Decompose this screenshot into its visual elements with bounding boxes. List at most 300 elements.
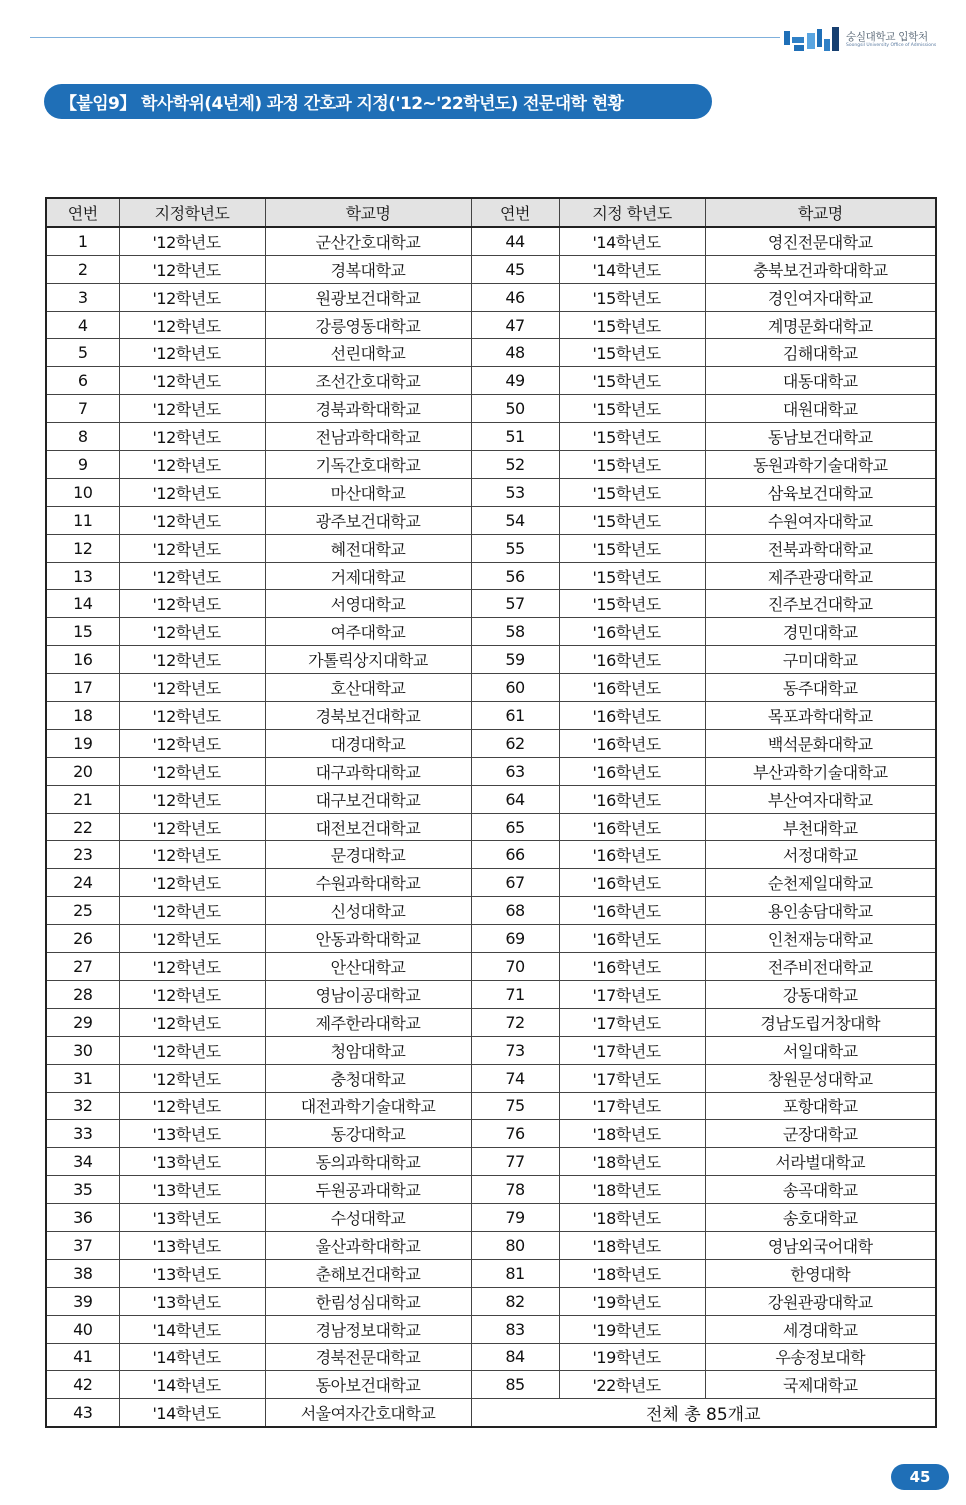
table-cell: 수원여자대학교: [705, 506, 936, 534]
table-cell: '16학년도: [559, 646, 705, 674]
table-cell: '18학년도: [559, 1204, 705, 1232]
table-cell: '16학년도: [559, 674, 705, 702]
table-row: [46, 1008, 936, 1036]
table-cell: 34: [46, 1148, 119, 1176]
table-cell: '16학년도: [559, 785, 705, 813]
table-cell: '22학년도: [559, 1371, 705, 1399]
table-cell: 4: [46, 311, 119, 339]
table-cell: 18: [46, 702, 119, 730]
table-cell: '15학년도: [559, 339, 705, 367]
table-cell: 64: [471, 785, 559, 813]
table-cell: 29: [46, 1008, 119, 1036]
table-cell: 23: [46, 841, 119, 869]
table-cell: 8: [46, 423, 119, 451]
table-cell: 춘해보건대학교: [265, 1259, 471, 1287]
table-row: [46, 534, 936, 562]
table-cell: '12학년도: [119, 255, 265, 283]
table-cell: 62: [471, 729, 559, 757]
table-cell: '13학년도: [119, 1204, 265, 1232]
table-cell: 22: [46, 813, 119, 841]
table-cell: 6: [46, 367, 119, 395]
column-header: 연번: [46, 198, 119, 227]
table-cell: '15학년도: [559, 311, 705, 339]
table-cell: 경인여자대학교: [705, 283, 936, 311]
table-cell: '18학년도: [559, 1120, 705, 1148]
table-row: [46, 785, 936, 813]
table-cell: '16학년도: [559, 757, 705, 785]
table-row: [46, 646, 936, 674]
table-cell: 83: [471, 1315, 559, 1343]
table-cell: '12학년도: [119, 1036, 265, 1064]
table-cell: 거제대학교: [265, 562, 471, 590]
table-cell: '18학년도: [559, 1259, 705, 1287]
table-cell: '13학년도: [119, 1287, 265, 1315]
table-cell: '18학년도: [559, 1148, 705, 1176]
table-cell: '13학년도: [119, 1259, 265, 1287]
table-cell: '12학년도: [119, 339, 265, 367]
table-row: [46, 1343, 936, 1371]
table-cell: 10: [46, 478, 119, 506]
table-cell: 순천제일대학교: [705, 869, 936, 897]
table-cell: 우송정보대학: [705, 1343, 936, 1371]
column-header: 연번: [471, 198, 559, 227]
table-cell: 세경대학교: [705, 1315, 936, 1343]
table-cell: 목포과학대학교: [705, 702, 936, 730]
table-row: [46, 590, 936, 618]
table-cell: 강릉영동대학교: [265, 311, 471, 339]
table-cell: 81: [471, 1259, 559, 1287]
table-cell: '14학년도: [559, 255, 705, 283]
table-cell: 5: [46, 339, 119, 367]
table-cell: '12학년도: [119, 953, 265, 981]
table-cell: 충북보건과학대학교: [705, 255, 936, 283]
table-cell: 35: [46, 1176, 119, 1204]
table-cell: '12학년도: [119, 980, 265, 1008]
table-cell: '14학년도: [119, 1399, 265, 1427]
table-cell: 82: [471, 1287, 559, 1315]
table-row: [46, 423, 936, 451]
table-row: [46, 1371, 936, 1399]
table-cell: 제주한라대학교: [265, 1008, 471, 1036]
table-row: [46, 478, 936, 506]
table-cell: '12학년도: [119, 785, 265, 813]
table-cell: '17학년도: [559, 1092, 705, 1120]
table-cell: '12학년도: [119, 478, 265, 506]
table-cell: '12학년도: [119, 1064, 265, 1092]
table-cell: 두원공과대학교: [265, 1176, 471, 1204]
table-cell: 호산대학교: [265, 674, 471, 702]
table-row: [46, 1148, 936, 1176]
table-cell: '16학년도: [559, 869, 705, 897]
table-cell: 서울여자간호대학교: [265, 1399, 471, 1427]
table-row: [46, 562, 936, 590]
table-cell: 69: [471, 925, 559, 953]
table-cell: 32: [46, 1092, 119, 1120]
table-cell: '12학년도: [119, 534, 265, 562]
table-row: [46, 367, 936, 395]
table-cell: 국제대학교: [705, 1371, 936, 1399]
table-cell: 부산과학기술대학교: [705, 757, 936, 785]
table-cell: 68: [471, 897, 559, 925]
table-cell: 경복대학교: [265, 255, 471, 283]
table-row: [46, 869, 936, 897]
table-cell: 45: [471, 255, 559, 283]
table-cell: '12학년도: [119, 925, 265, 953]
table-cell: 70: [471, 953, 559, 981]
table-cell: 송곡대학교: [705, 1176, 936, 1204]
table-cell: 61: [471, 702, 559, 730]
table-row: [46, 1287, 936, 1315]
table-cell: 65: [471, 813, 559, 841]
table-cell: '12학년도: [119, 841, 265, 869]
table-cell: '12학년도: [119, 1008, 265, 1036]
table-cell: 59: [471, 646, 559, 674]
table-cell: 대구과학대학교: [265, 757, 471, 785]
table-cell: 55: [471, 534, 559, 562]
table-cell: '16학년도: [559, 897, 705, 925]
column-header: 지정 학년도: [559, 198, 705, 227]
table-cell: '12학년도: [119, 869, 265, 897]
table-cell: 대동대학교: [705, 367, 936, 395]
table-cell: 9: [46, 451, 119, 479]
table-cell: 75: [471, 1092, 559, 1120]
table-cell: '16학년도: [559, 618, 705, 646]
university-logo: [784, 26, 954, 54]
table-cell: 26: [46, 925, 119, 953]
table-cell: 혜전대학교: [265, 534, 471, 562]
table-cell: 경남정보대학교: [265, 1315, 471, 1343]
table-cell: '14학년도: [559, 227, 705, 255]
table-cell: 선린대학교: [265, 339, 471, 367]
table-row: [46, 813, 936, 841]
table-cell: 49: [471, 367, 559, 395]
table-cell: 동원과학기술대학교: [705, 451, 936, 479]
table-cell: 경북과학대학교: [265, 395, 471, 423]
table-cell: 영남이공대학교: [265, 980, 471, 1008]
table-cell: '12학년도: [119, 757, 265, 785]
org-name-en: Soongsil University Office of Admissions: [846, 43, 937, 48]
table-row: [46, 1176, 936, 1204]
table-cell: 진주보건대학교: [705, 590, 936, 618]
table-cell: '14학년도: [119, 1315, 265, 1343]
table-cell: '15학년도: [559, 506, 705, 534]
table-cell: '12학년도: [119, 702, 265, 730]
table-cell: '12학년도: [119, 813, 265, 841]
table-cell: 경북전문대학교: [265, 1343, 471, 1371]
table-cell: 제주관광대학교: [705, 562, 936, 590]
table-cell: 27: [46, 953, 119, 981]
table-cell: 21: [46, 785, 119, 813]
table-cell: '19학년도: [559, 1287, 705, 1315]
table-cell: '12학년도: [119, 674, 265, 702]
table-cell: 11: [46, 506, 119, 534]
table-cell: 43: [46, 1399, 119, 1427]
table-cell: 부천대학교: [705, 813, 936, 841]
table-cell: '12학년도: [119, 618, 265, 646]
table-row: [46, 255, 936, 283]
table-cell: 삼육보건대학교: [705, 478, 936, 506]
table-cell: 한림성심대학교: [265, 1287, 471, 1315]
column-header: 학교명: [705, 198, 936, 227]
table-row: [46, 953, 936, 981]
table-cell: 여주대학교: [265, 618, 471, 646]
table-row: [46, 729, 936, 757]
table-cell: 안산대학교: [265, 953, 471, 981]
table-cell: 부산여자대학교: [705, 785, 936, 813]
table-cell: 7: [46, 395, 119, 423]
table-cell: 46: [471, 283, 559, 311]
table-cell: 39: [46, 1287, 119, 1315]
table-row: [46, 506, 936, 534]
table-cell: 53: [471, 478, 559, 506]
table-cell: '17학년도: [559, 1064, 705, 1092]
total-count: 전체 총 85개교: [471, 1399, 936, 1427]
table-cell: 47: [471, 311, 559, 339]
table-cell: 1: [46, 227, 119, 255]
table-cell: 56: [471, 562, 559, 590]
table-cell: 청암대학교: [265, 1036, 471, 1064]
table-cell: '12학년도: [119, 506, 265, 534]
table-cell: 13: [46, 562, 119, 590]
table-row: [46, 451, 936, 479]
table-cell: 76: [471, 1120, 559, 1148]
table-cell: '16학년도: [559, 841, 705, 869]
table-row: [46, 674, 936, 702]
table-row: [46, 1120, 936, 1148]
table-header-row: [46, 198, 936, 227]
table-row: [46, 897, 936, 925]
table-row: [46, 311, 936, 339]
table-cell: '13학년도: [119, 1148, 265, 1176]
table-cell: 조선간호대학교: [265, 367, 471, 395]
table-cell: 전남과학대학교: [265, 423, 471, 451]
table-cell: 경민대학교: [705, 618, 936, 646]
table-cell: '15학년도: [559, 395, 705, 423]
table-cell: 40: [46, 1315, 119, 1343]
table-row: [46, 618, 936, 646]
table-cell: 인천재능대학교: [705, 925, 936, 953]
table-cell: 31: [46, 1064, 119, 1092]
table-row: [46, 925, 936, 953]
table-cell: 서일대학교: [705, 1036, 936, 1064]
soongsil-logo-icon: [784, 27, 842, 53]
table-cell: 30: [46, 1036, 119, 1064]
table-cell: 54: [471, 506, 559, 534]
table-cell: 기독간호대학교: [265, 451, 471, 479]
table-cell: '12학년도: [119, 646, 265, 674]
page-number: 45: [891, 1464, 949, 1490]
table-row: [46, 1064, 936, 1092]
table-cell: 대경대학교: [265, 729, 471, 757]
table-cell: 71: [471, 980, 559, 1008]
table-cell: 신성대학교: [265, 897, 471, 925]
table-cell: 경남도립거창대학: [705, 1008, 936, 1036]
table-row: [46, 1204, 936, 1232]
table-cell: 서영대학교: [265, 590, 471, 618]
table-cell: 한영대학: [705, 1259, 936, 1287]
table-cell: 울산과학대학교: [265, 1231, 471, 1259]
table-cell: 63: [471, 757, 559, 785]
table-cell: 58: [471, 618, 559, 646]
table-cell: '18학년도: [559, 1231, 705, 1259]
table-cell: '15학년도: [559, 367, 705, 395]
table-cell: 동아보건대학교: [265, 1371, 471, 1399]
table-cell: 동강대학교: [265, 1120, 471, 1148]
table-cell: '15학년도: [559, 590, 705, 618]
table-cell: '12학년도: [119, 590, 265, 618]
table-cell: 포항대학교: [705, 1092, 936, 1120]
table-cell: 동남보건대학교: [705, 423, 936, 451]
table-cell: 84: [471, 1343, 559, 1371]
table-row: [46, 339, 936, 367]
table-cell: 37: [46, 1231, 119, 1259]
table-cell: 김해대학교: [705, 339, 936, 367]
table-cell: '12학년도: [119, 451, 265, 479]
table-row: [46, 757, 936, 785]
column-header: 지정학년도: [119, 198, 265, 227]
table-cell: '12학년도: [119, 227, 265, 255]
table-cell: 마산대학교: [265, 478, 471, 506]
table-cell: 38: [46, 1259, 119, 1287]
table-cell: 3: [46, 283, 119, 311]
table-cell: '12학년도: [119, 562, 265, 590]
table-cell: 52: [471, 451, 559, 479]
table-cell: 77: [471, 1148, 559, 1176]
table-cell: 79: [471, 1204, 559, 1232]
table-cell: 안동과학대학교: [265, 925, 471, 953]
table-cell: '12학년도: [119, 1092, 265, 1120]
table-row: [46, 227, 936, 255]
table-cell: 광주보건대학교: [265, 506, 471, 534]
table-cell: 용인송담대학교: [705, 897, 936, 925]
table-cell: 73: [471, 1036, 559, 1064]
table-cell: '16학년도: [559, 925, 705, 953]
table-cell: 44: [471, 227, 559, 255]
column-header: 학교명: [265, 198, 471, 227]
table-cell: 74: [471, 1064, 559, 1092]
table-cell: 15: [46, 618, 119, 646]
page-title: 【붙임9】 학사학위(4년제) 과정 간호과 지정('12~'22학년도) 전문대학 현황: [60, 94, 624, 114]
table-cell: 2: [46, 255, 119, 283]
table-cell: '12학년도: [119, 283, 265, 311]
table-cell: 42: [46, 1371, 119, 1399]
table-cell: 창원문성대학교: [705, 1064, 936, 1092]
table-cell: 78: [471, 1176, 559, 1204]
table-cell: 충청대학교: [265, 1064, 471, 1092]
table-cell: '19학년도: [559, 1315, 705, 1343]
table-cell: 서라벌대학교: [705, 1148, 936, 1176]
table-cell: '15학년도: [559, 423, 705, 451]
header-divider: [30, 37, 780, 38]
table-cell: 동의과학대학교: [265, 1148, 471, 1176]
table-cell: '16학년도: [559, 702, 705, 730]
table-cell: 수성대학교: [265, 1204, 471, 1232]
table-cell: 25: [46, 897, 119, 925]
table-row: [46, 1036, 936, 1064]
table-cell: 41: [46, 1343, 119, 1371]
table-cell: 전주비전대학교: [705, 953, 936, 981]
table-row: [46, 1315, 936, 1343]
table-cell: '16학년도: [559, 729, 705, 757]
table-cell: 경북보건대학교: [265, 702, 471, 730]
table-cell: 강원관광대학교: [705, 1287, 936, 1315]
table-cell: '14학년도: [119, 1371, 265, 1399]
table-cell: 24: [46, 869, 119, 897]
table-cell: '18학년도: [559, 1176, 705, 1204]
table-cell: '15학년도: [559, 562, 705, 590]
table-cell: 50: [471, 395, 559, 423]
table-cell: 원광보건대학교: [265, 283, 471, 311]
table-cell: '13학년도: [119, 1231, 265, 1259]
table-cell: 문경대학교: [265, 841, 471, 869]
table-cell: 28: [46, 980, 119, 1008]
table-cell: 36: [46, 1204, 119, 1232]
table-cell: '13학년도: [119, 1120, 265, 1148]
table-cell: 14: [46, 590, 119, 618]
table-cell: 대전과학기술대학교: [265, 1092, 471, 1120]
table-cell: 60: [471, 674, 559, 702]
table-row: [46, 395, 936, 423]
table-cell: '15학년도: [559, 534, 705, 562]
table-row: [46, 841, 936, 869]
table-row: [46, 702, 936, 730]
table-cell: '12학년도: [119, 395, 265, 423]
table-cell: '16학년도: [559, 813, 705, 841]
table-row: [46, 1259, 936, 1287]
table-cell: 72: [471, 1008, 559, 1036]
table-cell: 강동대학교: [705, 980, 936, 1008]
table-cell: 57: [471, 590, 559, 618]
table-cell: 가톨릭상지대학교: [265, 646, 471, 674]
table-row: [46, 980, 936, 1008]
table-row: [46, 283, 936, 311]
table-cell: 대구보건대학교: [265, 785, 471, 813]
table-row: [46, 1399, 936, 1427]
table-row: [46, 1092, 936, 1120]
table-cell: 85: [471, 1371, 559, 1399]
table-cell: 수원과학대학교: [265, 869, 471, 897]
table-cell: 16: [46, 646, 119, 674]
table-cell: 19: [46, 729, 119, 757]
table-cell: 서정대학교: [705, 841, 936, 869]
table-cell: '12학년도: [119, 729, 265, 757]
table-cell: 67: [471, 869, 559, 897]
table-body: [46, 227, 936, 1427]
table-cell: 33: [46, 1120, 119, 1148]
table-cell: '14학년도: [119, 1343, 265, 1371]
title-banner: [44, 84, 712, 119]
table-cell: 전북과학대학교: [705, 534, 936, 562]
table-row: [46, 1231, 936, 1259]
table-cell: 80: [471, 1231, 559, 1259]
table-cell: 51: [471, 423, 559, 451]
table-cell: '13학년도: [119, 1176, 265, 1204]
table-cell: 영진전문대학교: [705, 227, 936, 255]
table-cell: '15학년도: [559, 451, 705, 479]
table-cell: 송호대학교: [705, 1204, 936, 1232]
table-cell: '16학년도: [559, 953, 705, 981]
table-cell: '17학년도: [559, 980, 705, 1008]
table-cell: 48: [471, 339, 559, 367]
table-cell: 12: [46, 534, 119, 562]
table-cell: '12학년도: [119, 311, 265, 339]
table-cell: 계명문화대학교: [705, 311, 936, 339]
table-cell: '15학년도: [559, 478, 705, 506]
table-cell: 영남외국어대학: [705, 1231, 936, 1259]
table-cell: 백석문화대학교: [705, 729, 936, 757]
table-cell: 대원대학교: [705, 395, 936, 423]
table-cell: '17학년도: [559, 1036, 705, 1064]
